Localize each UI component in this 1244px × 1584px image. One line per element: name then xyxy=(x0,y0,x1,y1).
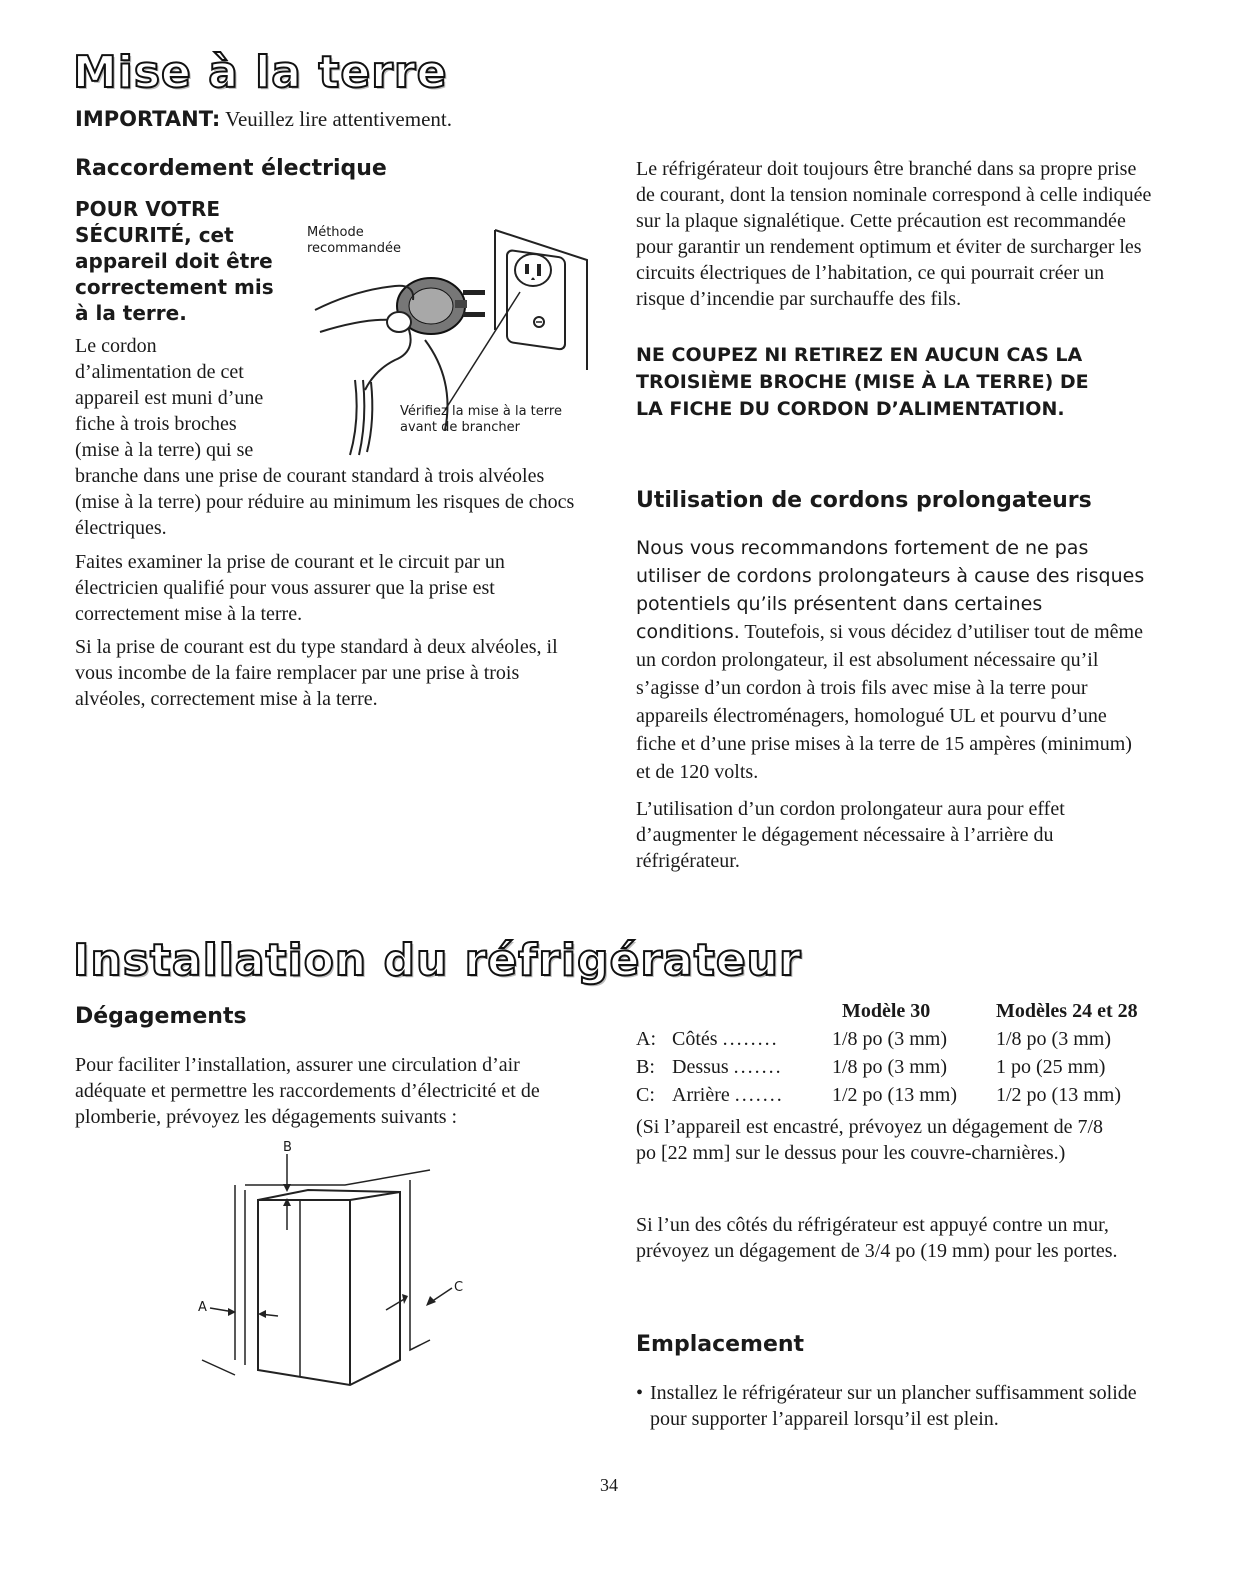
wrap-line: appareil est muni d’une xyxy=(75,387,264,409)
wrap-line: (mise à la terre) qui se xyxy=(75,439,254,461)
column-header-models-24-28: Modèles 24 et 28 xyxy=(996,1000,1138,1022)
table-row: C: Arrière ....... 1/2 po (13 mm) 1/2 po (13 mm) xyxy=(636,1084,1121,1106)
heading-raccordement: Raccordement électrique xyxy=(75,156,387,181)
safety-line: POUR VOTRE xyxy=(75,197,221,221)
section-title-mise-a-la-terre: Mise à la terre xyxy=(73,47,448,98)
heading-degagements: Dégagements xyxy=(75,1004,247,1029)
important-notice xyxy=(75,106,452,132)
door-clearance-paragraph: Si l’un des côtés du réfrigérateur est appuyé contre un mur, prévoyez un dégagement de 3/4 po (19 mm) pour les portes. xyxy=(636,1214,1118,1262)
heading-extension-cords: Utilisation de cordons prolongateurs xyxy=(636,488,1092,513)
extension-cord-paragraph xyxy=(636,534,1151,786)
extension-requirements-text: Toutefois, si vous décidez d’utiliser tout de même un cordon prolongateur, il est absolument nécessaire qu’il s’agisse d’un cordon à trois fils avec mise à la terre pour appareils électroménagers, homologué UL et pourvu d’une fiche et d’une prise mises à la terre de 15 ampères (minimum) et de 120 volts. xyxy=(636,621,1143,783)
figure-caption-method: Méthode recommandée xyxy=(307,225,401,256)
built-in-note: (Si l’appareil est encastré, prévoyez un dégagement de 7/8 po [22 mm] sur le dessus pour les couvre-charnières.) xyxy=(636,1116,1104,1164)
extension-warning-text: Nous vous recommandons fortement de ne pas utiliser de cordons prolongateurs à cause des risques potentiels qu’ils présentent dans certaines conditions. xyxy=(636,537,1145,643)
important-label: IMPORTANT: xyxy=(75,107,221,131)
clearance-intro-paragraph: Pour faciliter l’installation, assurer une circulation d’air adéquate et permettre les raccordements d’électricité et de plomberie, prévoyez les dégagements suivants : xyxy=(75,1054,540,1128)
wrap-line: fiche à trois broches xyxy=(75,413,237,435)
inspection-paragraph: Faites examiner la prise de courant et le circuit par un électricien qualifié pour vous assurer que la prise est correctement mise à la terre. xyxy=(75,551,505,625)
label-b: B xyxy=(283,1140,292,1155)
safety-line: correctement mis xyxy=(75,275,274,299)
emplacement-bullet xyxy=(636,1380,1151,1432)
safety-line: à la terre. xyxy=(75,301,187,325)
figure-caption-check: Vérifiez la mise à la terre avant de brancher xyxy=(400,404,562,435)
refrigerator-clearance-diagram xyxy=(190,1140,490,1390)
section-title-installation: Installation du réfrigérateur xyxy=(73,935,802,986)
clearance-table xyxy=(636,1000,1151,1112)
safety-line: SÉCURITÉ, cet xyxy=(75,223,234,247)
wrap-line: d’alimentation de cet xyxy=(75,361,244,383)
heading-emplacement: Emplacement xyxy=(636,1332,805,1357)
column-header-model-30: Modèle 30 xyxy=(842,1000,931,1022)
important-text: Veuillez lire attentivement. xyxy=(220,107,452,131)
safety-statement xyxy=(75,196,295,326)
page-number: 34 xyxy=(600,1475,618,1495)
two-prong-paragraph: Si la prise de courant est du type standard à deux alvéoles, il vous incombe de la faire remplacer par une prise à trois alvéoles, correctement mise à la terre. xyxy=(75,636,558,710)
safety-line: appareil doit être xyxy=(75,249,273,273)
cord-intro-wrapped xyxy=(75,333,305,463)
table-row: B: Dessus ....... 1/8 po (3 mm) 1 po (25 mm) xyxy=(636,1056,1106,1078)
wrap-line: Le cordon xyxy=(75,335,157,357)
extension-clearance-paragraph: L’utilisation d’un cordon prolongateur aura pour effet d’augmenter le dégagement nécessaire à l’arrière du réfrigérateur. xyxy=(636,798,1065,872)
table-row: A: Côtés ........ 1/8 po (3 mm) 1/8 po (3 mm) xyxy=(636,1028,1111,1050)
ground-prong-warning: NE COUPEZ NI RETIREZ EN AUCUN CAS LA TROISIÈME BROCHE (MISE À LA TERRE) DE LA FICHE DU CORDON D’ALIMENTATION. xyxy=(636,344,1089,420)
bullet-text: Installez le réfrigérateur sur un plancher suffisamment solide pour supporter l’appareil lorsqu’il est plein. xyxy=(650,1382,1137,1430)
label-a: A xyxy=(198,1300,207,1315)
dedicated-outlet-paragraph: Le réfrigérateur doit toujours être branché dans sa propre prise de courant, dont la tension nominale correspond à celle indiquée sur la plaque signalétique. Cette précaution est recommandée pour garantir un rendement optimum et éviter de surcharger les circuits électriques de l’habitation, ce qui pourrait créer un risque d’incendie par surchauffe des fils. xyxy=(636,158,1152,310)
bullet-icon: • xyxy=(636,1382,644,1404)
label-c: C xyxy=(454,1280,464,1295)
table-header-row xyxy=(636,1000,1151,1028)
grounded-plug-illustration xyxy=(295,220,595,460)
fridge-drawing xyxy=(190,1140,490,1390)
cord-paragraph-rest: branche dans une prise de courant standard à trois alvéoles (mise à la terre) pour réduire au minimum les risques de chocs électriques. xyxy=(75,465,575,539)
